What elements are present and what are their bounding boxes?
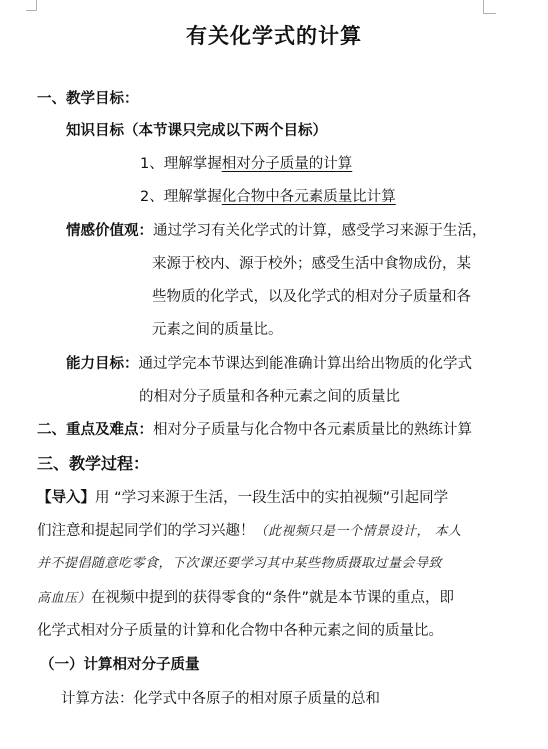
section2-heading: 二、重点及难点： <box>37 422 153 438</box>
emotion-label: 情感价值观： <box>66 223 153 239</box>
emotion-text-1: 通过学习有关化学式的计算，感受学习来源于生活， <box>153 223 487 239</box>
emotion-line-3: 些物质的化学式，以及化学式的相对分子质量和各 <box>152 289 471 305</box>
knowledge-item-2-number: 2、 <box>140 189 164 205</box>
intro-line-4 <box>37 588 454 609</box>
ability-text-1: 通过学完本节课达到能准确计算出给出物质的化学式 <box>138 356 472 372</box>
intro-line-1 <box>37 488 448 508</box>
crop-mark-top-left <box>26 0 37 11</box>
knowledge-heading: 知识目标（本节课只完成以下两个目标） <box>66 123 327 139</box>
intro-text-4: 在视频中提到的获得零食的“条件”就是本节课的重点，即 <box>91 590 455 606</box>
section3-heading: 三、教学过程： <box>37 454 150 473</box>
crop-mark-top-right <box>483 0 496 14</box>
ability-label: 能力目标： <box>66 356 139 372</box>
knowledge-item-1-underlined: 相对分子质量的计算 <box>221 156 353 172</box>
section1-heading: 一、教学目标： <box>37 91 139 107</box>
knowledge-item-1 <box>140 154 352 174</box>
section2-text: 相对分子质量与化合物中各元素质量比的熟练计算 <box>153 422 472 438</box>
intro-label: 【导入】 <box>37 490 95 506</box>
intro-text-1: 用 “学习来源于生活，一段生活中的实拍视频”引起同学 <box>95 490 449 506</box>
knowledge-item-2-prefix: 理解掌握 <box>163 189 222 205</box>
document-title: 有关化学式的计算 <box>186 23 362 48</box>
ability-line-2: 的相对分子质量和各种元素之间的质量比 <box>139 389 400 405</box>
knowledge-item-1-prefix: 理解掌握 <box>163 156 222 172</box>
subsection1-heading: （一）计算相对分子质量 <box>40 657 200 673</box>
intro-note-3: 并不提倡随意吃零食，下次课还要学习其中某些物质摄取过量会导致 <box>37 556 443 571</box>
emotion-line-1 <box>66 221 487 241</box>
emotion-line-4: 元素之间的质量比。 <box>152 322 283 338</box>
intro-line-2 <box>37 521 462 542</box>
emotion-line-2: 来源于校内、源于校外；感受生活中食物成份，某 <box>152 256 471 272</box>
intro-note-4: 高血压） <box>37 591 92 606</box>
intro-text-2: 们注意和提起同学们的学习兴趣！ <box>37 523 255 539</box>
knowledge-item-2-underlined: 化合物中各元素质量比计算 <box>221 189 396 205</box>
ability-line-1 <box>66 354 472 374</box>
method-line: 计算方法：化学式中各原子的相对原子质量的总和 <box>61 691 380 707</box>
section2-line <box>37 420 472 440</box>
intro-line-5: 化学式相对分子质量的计算和化合物中各种元素之间的质量比。 <box>37 623 443 639</box>
knowledge-item-1-number: 1、 <box>140 156 164 172</box>
knowledge-item-2 <box>140 187 396 207</box>
intro-note-2: （此视频只是一个情景设计， 本人 <box>254 524 462 539</box>
